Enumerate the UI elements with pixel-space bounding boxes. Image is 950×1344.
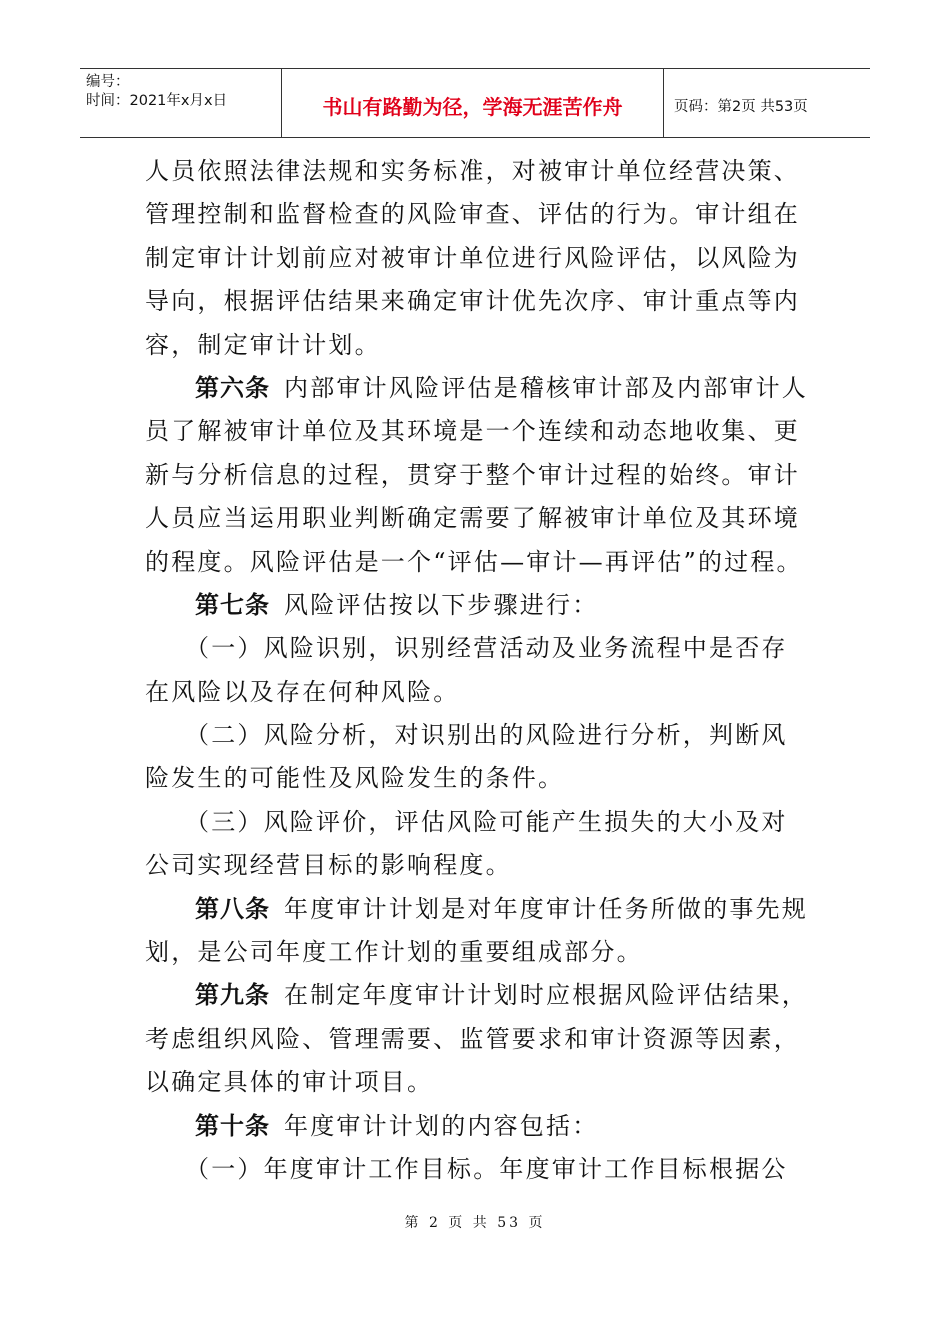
document-number-label: 编号：: [86, 74, 130, 90]
text-line: 员了解被审计单位及其环境是一个连续和动态地收集、更: [145, 417, 800, 446]
text-line: 划，是公司年度工作计划的重要组成部分。: [145, 938, 643, 967]
article-7-text: 风险评估按以下步骤进行：: [284, 590, 599, 619]
article-9-text: 在制定年度审计计划时应根据风险评估结果，: [284, 981, 808, 1010]
document-body: [145, 150, 808, 1191]
text-line: 导向，根据评估结果来确定审计优先次序、审计重点等内: [145, 287, 800, 316]
list-item-first-line: （一）风险识别，识别经营活动及业务流程中是否存: [185, 634, 788, 663]
page-footer: 第 2 页 共 53 页: [404, 1215, 546, 1231]
article-9-first-line: [145, 974, 808, 1017]
text-line: 容，制定审计计划。: [145, 330, 381, 359]
header-meta: [80, 69, 282, 137]
text-line: 新与分析信息的过程，贯穿于整个审计过程的始终。审计: [145, 460, 800, 489]
list-item-first-line: （一）年度审计工作目标。年度审计工作目标根据公: [185, 1154, 788, 1183]
article-7-first-line: [145, 584, 805, 627]
article-6-first-line: [145, 367, 808, 410]
text-line: 的程度。风险评估是一个“评估—审计—再评估”的过程。: [145, 547, 803, 576]
page-header: [80, 68, 870, 138]
text-line: 人员应当运用职业判断确定需要了解被审计单位及其环境: [145, 504, 800, 533]
document-time: 时间：2021年x月x日: [86, 93, 228, 109]
list-item-first-line: （三）风险评价，评估风险可能产生损失的大小及对: [185, 807, 788, 836]
text-line: 公司实现经营目标的影响程度。: [145, 851, 512, 880]
text-line: 在风险以及存在何种风险。: [145, 677, 460, 706]
article-6-label: 第六条: [195, 373, 270, 402]
article-8-label: 第八条: [195, 894, 270, 923]
text-line: 险发生的可能性及风险发生的条件。: [145, 764, 565, 793]
text-line: 人员依照法律法规和实务标准，对被审计单位经营决策、: [145, 157, 800, 185]
header-motto: 书山有路勤为径，学海无涯苦作舟: [282, 69, 664, 137]
text-line: 考虑组织风险、管理需要、监管要求和审计资源等因素，: [145, 1024, 800, 1053]
article-8-text: 年度审计计划是对年度审计任务所做的事先规: [284, 894, 808, 923]
text-line: 制定审计计划前应对被审计单位进行风险评估，以风险为: [145, 243, 800, 272]
article-7-label: 第七条: [195, 590, 270, 619]
text-line: 以确定具体的审计项目。: [145, 1068, 434, 1097]
article-8-first-line: [145, 888, 808, 931]
article-6-text: 内部审计风险评估是稽核审计部及内部审计人: [284, 373, 808, 402]
article-9-label: 第九条: [195, 981, 270, 1010]
article-10-first-line: [145, 1105, 805, 1148]
header-page-info: 页码：第2页 共53页: [674, 98, 808, 115]
article-10-text: 年度审计计划的内容包括：: [284, 1111, 599, 1140]
text-line: 管理控制和监督检查的风险审查、评估的行为。审计组在: [145, 200, 800, 229]
article-10-label: 第十条: [195, 1111, 270, 1140]
list-item-first-line: （二）风险分析，对识别出的风险进行分析，判断风: [185, 721, 788, 750]
